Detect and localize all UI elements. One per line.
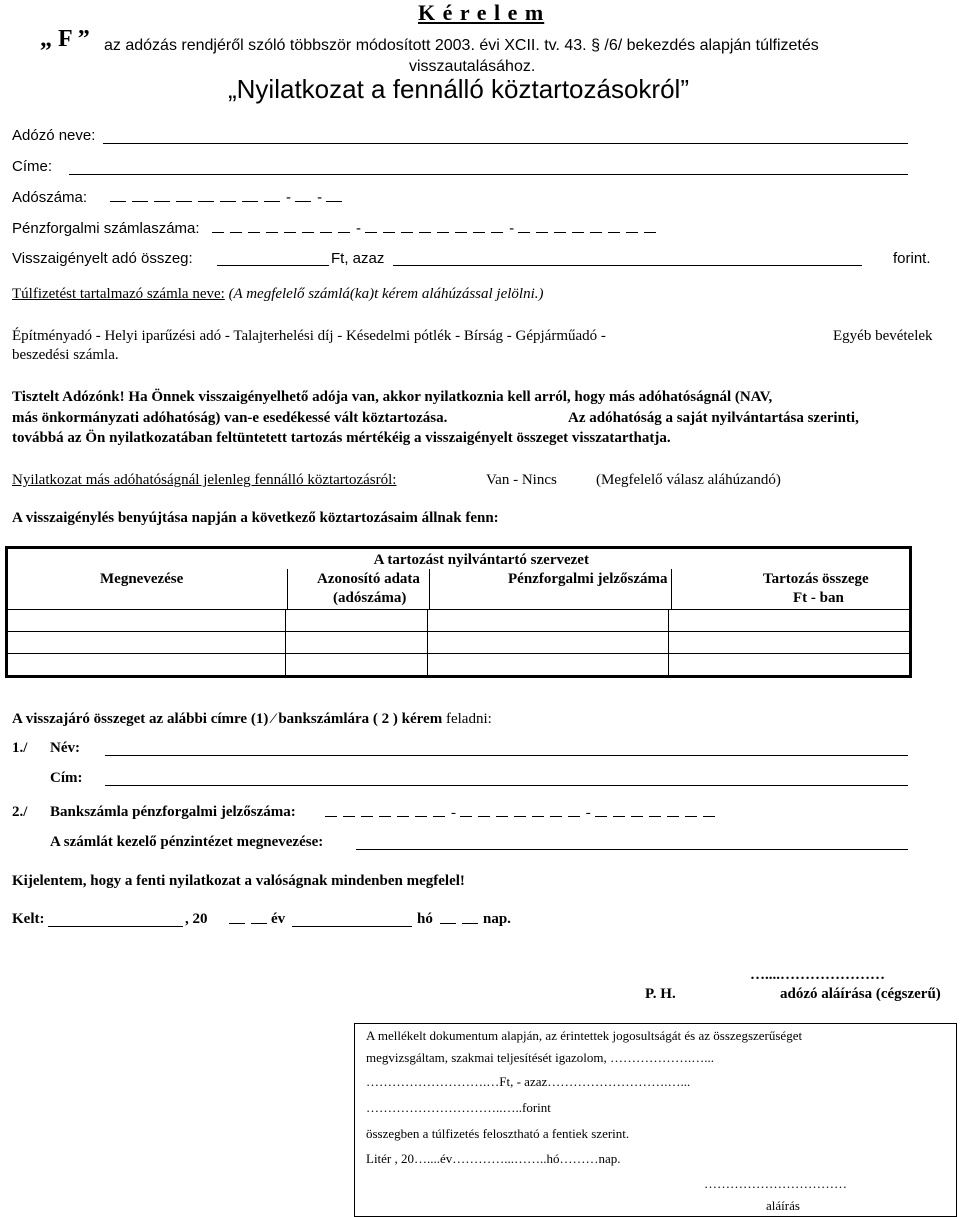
office-line3: ……………………….…Ft, - azaz……………………….…... xyxy=(366,1074,691,1089)
refund-name-field[interactable] xyxy=(105,755,908,756)
office-signature-label: aláírás xyxy=(766,1198,800,1213)
debts-table xyxy=(5,546,912,678)
tax-number-hyphen-2: - xyxy=(317,189,323,206)
header-divider-1 xyxy=(287,569,288,609)
office-line6: Litér , 20…....év…………...……..hó………nap. xyxy=(366,1151,621,1166)
accounts-heading xyxy=(12,286,544,303)
form-title: K é r e l e m xyxy=(418,0,545,25)
notice-line1: Tisztelt Adózónk! Ha Önnek visszaigényelhető adója van, akkor nyilatkoznia kell arról, hogy más adóhatóságnál (NAV, xyxy=(12,389,773,405)
kelt-day-field[interactable] xyxy=(440,911,484,929)
office-line2: megvizsgáltam, szakmai teljesítését igazolom, ……………….…... xyxy=(366,1050,715,1065)
form-subtitle-line2: visszautalásához. xyxy=(409,58,536,75)
table-row[interactable] xyxy=(7,610,911,632)
account-hyphen-1: - xyxy=(356,220,361,237)
signature-label: adózó aláírása (cégszerű) xyxy=(780,986,941,1002)
account-types-list[interactable]: Építményadó - Helyi iparűzési adó - Talajterhelési díj - Késedelmi pótlék - Bírság - Gépjárműadó - xyxy=(12,328,606,344)
account-number-field[interactable] xyxy=(212,220,662,237)
tax-number-label: Adószáma: xyxy=(12,189,88,206)
bank-account-field[interactable] xyxy=(325,804,721,822)
account-type-other[interactable]: Egyéb bevételek xyxy=(833,328,933,344)
refund-option2-number: 2./ xyxy=(12,804,28,820)
bank-name-label: A számlát kezelő pénzintézet megnevezése: xyxy=(50,834,324,850)
bank-account-label: Bankszámla pénzforgalmi jelzőszáma: xyxy=(50,804,296,820)
kelt-month-field[interactable] xyxy=(292,926,412,927)
taxpayer-name-label: Adózó neve: xyxy=(12,127,96,144)
refund-option1-number: 1./ xyxy=(12,740,28,756)
refund-address-field[interactable] xyxy=(105,785,908,786)
ft-azaz-label: Ft, azaz xyxy=(331,250,385,267)
col-header-name: Megnevezése xyxy=(100,571,184,587)
reclaimed-amount-field[interactable] xyxy=(217,265,329,266)
kelt-year-field[interactable] xyxy=(229,911,273,929)
notice-line3: továbbá az Ön nyilatkozatában feltüntetett tartozás mértékéig a visszaigényelt összeget visszatarthatja. xyxy=(12,430,671,446)
account-number-label: Pénzforgalmi számlaszáma: xyxy=(12,220,200,237)
reclaimed-amount-label: Visszaigényelt adó összeg: xyxy=(12,250,193,267)
col-header-amount-line2: Ft - ban xyxy=(793,590,844,606)
taxpayer-name-field[interactable] xyxy=(103,143,908,144)
office-line1: A mellékelt dokumentum alapján, az érintettek jogosultságát és az összegszerűséget xyxy=(366,1028,803,1043)
refund-name-label: Név: xyxy=(50,740,80,756)
address-field[interactable] xyxy=(69,174,908,175)
form-subtitle-line1: az adózás rendjéről szóló többször módosított 2003. évi XCII. tv. 43. § /6/ bekezdés alapján túlfizetés xyxy=(104,37,819,54)
forint-label: forint. xyxy=(893,250,931,267)
refund-intro-bold: A visszajáró összeget az alábbi címre (1) ⁄ bankszámlára ( 2 ) kérem xyxy=(12,711,443,727)
bank-hyphen-1: - xyxy=(451,805,456,821)
kelt-place-field[interactable] xyxy=(48,926,183,927)
notice-line2: más önkormányzati adóhatóság) van-e esedékessé vált köztartozása. xyxy=(12,410,448,426)
office-use-box xyxy=(354,1023,957,1217)
signature-dots: …....………………… xyxy=(750,967,885,983)
notice-line2-rest: Az adóhatóság a saját nyilvántartása szerinti, xyxy=(568,410,859,426)
amount-in-words-field[interactable] xyxy=(393,265,862,266)
refund-address-label: Cím: xyxy=(50,770,83,786)
debt-declaration-label: Nyilatkozat más adóhatóságnál jelenleg fennálló köztartozásról: xyxy=(12,472,397,488)
refund-intro-normal: feladni: xyxy=(445,711,492,727)
bank-name-field[interactable] xyxy=(356,849,908,850)
accounts-heading-hint: (A megfelelő számlá(ka)t kérem aláhúzással jelölni.) xyxy=(228,286,544,302)
kelt-ho-label: hó xyxy=(417,911,433,927)
truth-statement: Kijelentem, hogy a fenti nyilatkozat a valóságnak mindenben megfelel! xyxy=(12,873,465,889)
refund-intro xyxy=(12,711,492,728)
col-header-account: Pénzforgalmi jelzőszáma xyxy=(508,571,668,587)
account-hyphen-2: - xyxy=(509,220,515,237)
kelt-ev-label: év xyxy=(271,911,286,927)
form-f-letter: „ F ” xyxy=(40,26,90,52)
kelt-label: Kelt: xyxy=(12,911,45,927)
office-line4: …………………………..…..forint xyxy=(366,1100,551,1115)
table-row[interactable] xyxy=(7,654,911,677)
debts-intro: A visszaigénylés benyújtása napján a következő köztartozásaim állnak fenn: xyxy=(12,510,499,526)
debt-declaration-hint: (Megfelelő válasz aláhúzandó) xyxy=(596,472,781,488)
header-divider-2 xyxy=(429,569,430,609)
debt-declaration-options[interactable]: Van - Nincs xyxy=(486,472,557,488)
table-group-header: A tartozást nyilvántartó szervezet xyxy=(373,552,589,568)
col-header-id-line2: (adószáma) xyxy=(333,590,407,606)
office-signature-dots: …………………………… xyxy=(704,1176,847,1191)
col-header-amount-line1: Tartozás összege xyxy=(763,571,869,587)
header-divider-3 xyxy=(671,569,672,609)
table-row[interactable] xyxy=(7,632,911,654)
office-line5: összegben a túlfizetés felosztható a fentiek szerint. xyxy=(366,1126,630,1141)
kelt-year-prefix: , 20 xyxy=(185,911,208,927)
address-label: Címe: xyxy=(12,158,53,175)
kelt-nap-label: nap. xyxy=(483,911,511,927)
ph-label: P. H. xyxy=(645,986,676,1002)
tax-number-hyphen-1: - xyxy=(286,189,291,206)
tax-number-field[interactable] xyxy=(110,189,348,206)
bank-hyphen-2: - xyxy=(585,805,591,821)
account-types-list-cont: beszedési számla. xyxy=(12,347,119,363)
accounts-heading-text: Túlfizetést tartalmazó számla neve: xyxy=(12,286,225,302)
col-header-id-line1: Azonosító adata xyxy=(317,571,420,587)
declaration-title: „Nyilatkozat a fennálló köztartozásokról” xyxy=(228,74,689,104)
